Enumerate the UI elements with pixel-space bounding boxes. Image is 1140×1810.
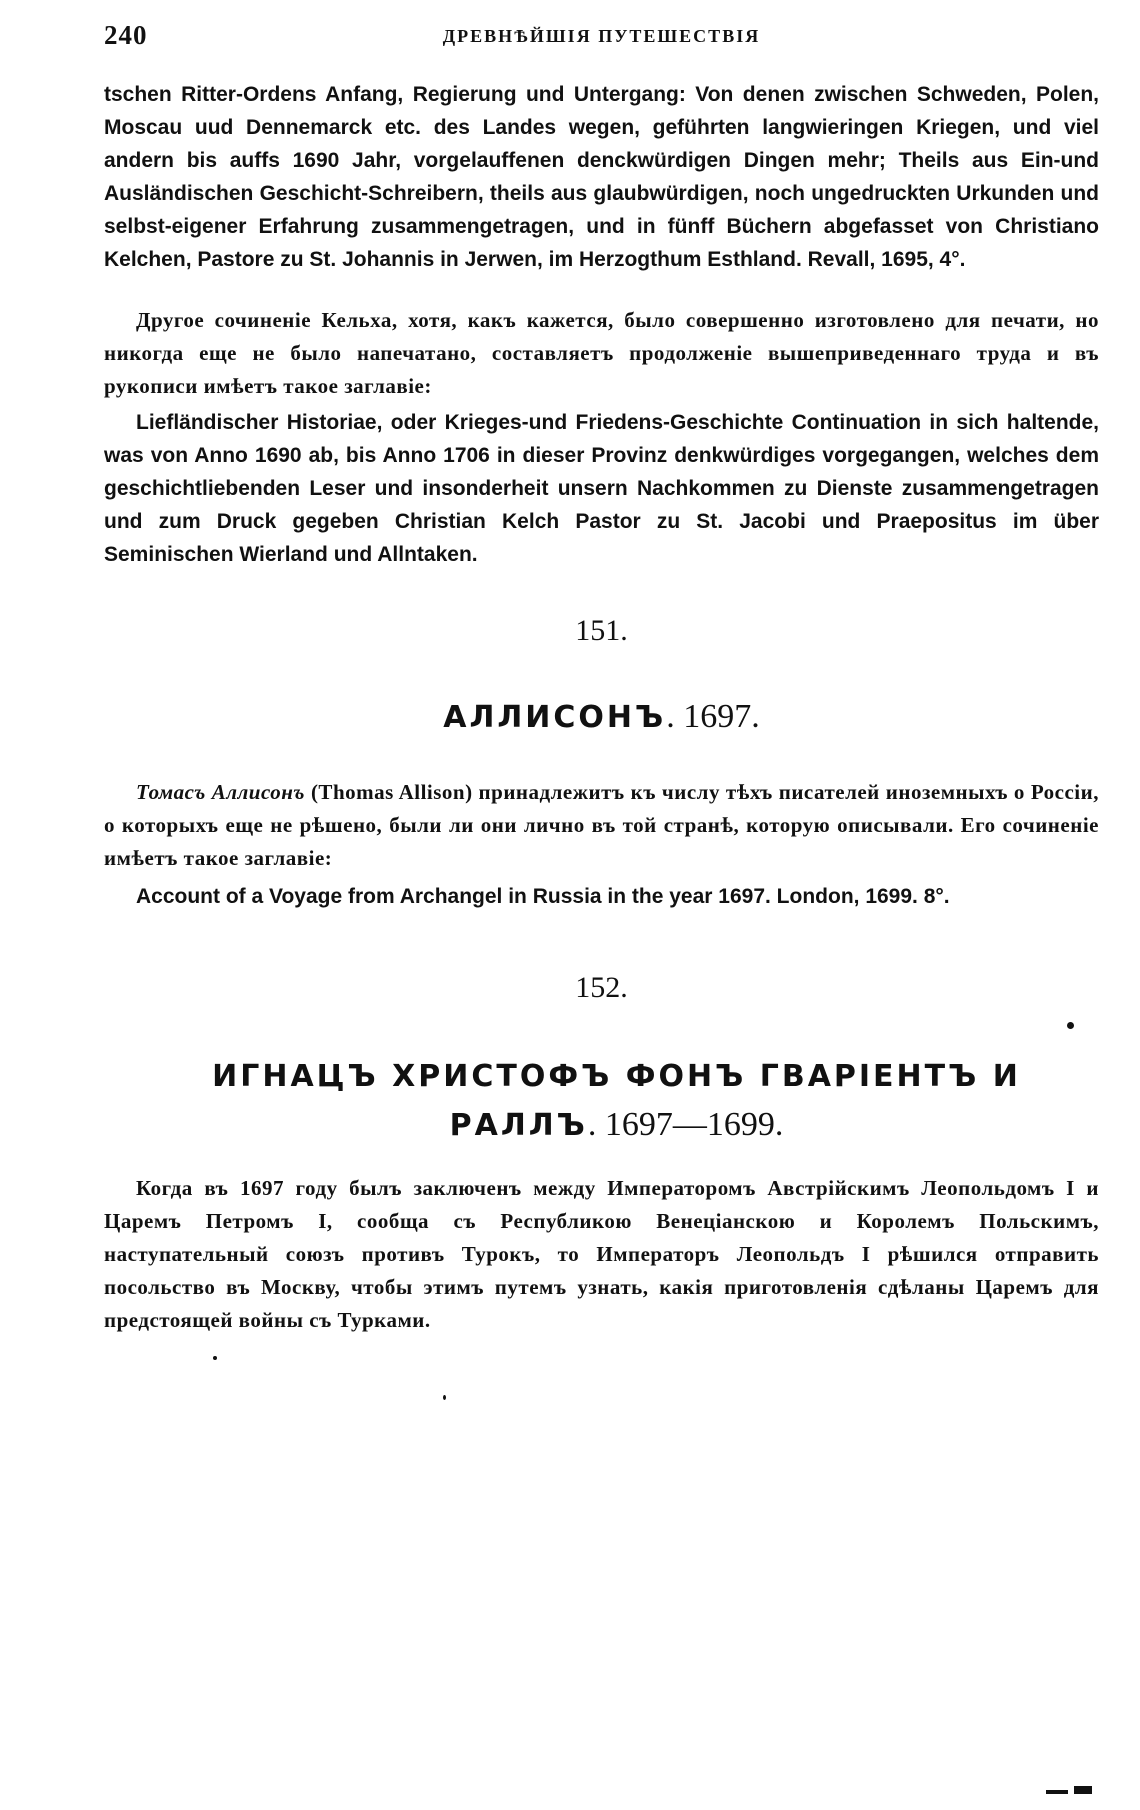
page-number: 240 [104,20,148,50]
author-name: Томасъ Аллисонъ [136,780,305,804]
heading-year: . 1697. [666,698,760,735]
heading-year: . 1697—1699. [587,1106,784,1143]
running-title: ДРЕВНѢЙШІЯ ПУТЕШЕСТВІЯ [442,26,761,46]
heading-name: ИГНАЦЪ ХРИСТОФЪ ФОНЪ ГВАРІЕНТЪ И РАЛЛЪ [212,1059,1021,1143]
heading-name: АЛЛИСОНЪ [443,700,667,735]
entry-heading-guarient [134,1052,1099,1150]
entry-heading-allison [104,693,1099,742]
ink-speck [213,1356,217,1360]
paragraph-allison [104,776,1099,875]
ink-speck [1067,1022,1074,1029]
entry-number-152: 152. [575,971,628,1004]
ink-mark [1074,1786,1092,1794]
ink-mark [1046,1790,1068,1794]
paragraph-allison-text: (Thomas Allison) принадлежитъ къ числу тѣхъ писателей иноземныхъ о Россіи, о которыхъ еще не рѣшено, были ли они лично въ той странѣ, которую описывали. Его сочиненіе имѣетъ такое заглавіе: [104,780,1099,870]
ink-speck [443,1395,446,1400]
paragraph-guarient: Когда въ 1697 году былъ заключенъ между Императоромъ Австрійскимъ Леопольдомъ I и Царемъ Петромъ I, сообща съ Республикою Венеціанскою и Королемъ Польскимъ, наступательный союзъ противъ Турокъ, то Императоръ Леопольдъ I рѣшился отправить посольство въ Москву, чтобы этимъ путемъ узнать, какія приготовленія сдѣланы Царемъ для предстоящей войны съ Турками. [104,1176,1099,1332]
paragraph-german-manuscript-title: Liefländischer Historiae, oder Krieges-und Friedens-Geschichte Continuation in sich haltende, was von Anno 1690 ab, bis Anno 1706 in dieser Provinz denkwürdiges vorgegangen, welches dem geschichtliebenden Leser und insonderheit unsern Nachkommen zu Dienste zusammengetragen und zum Druck gegeben Christian Kelch Pastor zu St. Jacobi und Praepositus im über Seminischen Wierland und Allntaken. [104,411,1099,566]
paragraph-allison-title: Account of a Voyage from Archangel in Russia in the year 1697. London, 1699. 8°. [136,885,950,908]
page-header [104,20,1099,60]
paragraph-german-title-continued: tschen Ritter-Ordens Anfang, Regierung und Untergang: Von denen zwischen Schweden, Polen, Moscau uud Dennemarck etc. des Landes wegen, geführten langwieringen Kriegen, und viel andern bis auffs 1690 Jahr, vorgelauffenen denckwürdigen Dingen mehr; Theils aus Ein-und Ausländischen Geschicht-Schreibern, theils aus glaubwürdigen, noch ungedruckten Urkunden und selbst-eigener Erfahrung zusammengetragen, und in fünff Büchern abgefasset von Christiano Kelchen, Pastore zu St. Johannis in Jerwen, im Herzogthum Esthland. Revall, 1695, 4°. [104,83,1099,271]
entry-number-151: 151. [575,614,628,647]
paragraph-russian-kelch-manuscript: Другое сочиненіе Кельха, хотя, какъ кажется, было совершенно изготовлено для печати, но никогда еще не было напечатано, составляетъ продолженіе вышеприведеннаго труда и въ рукописи имѣетъ такое заглавіе: [104,308,1099,398]
